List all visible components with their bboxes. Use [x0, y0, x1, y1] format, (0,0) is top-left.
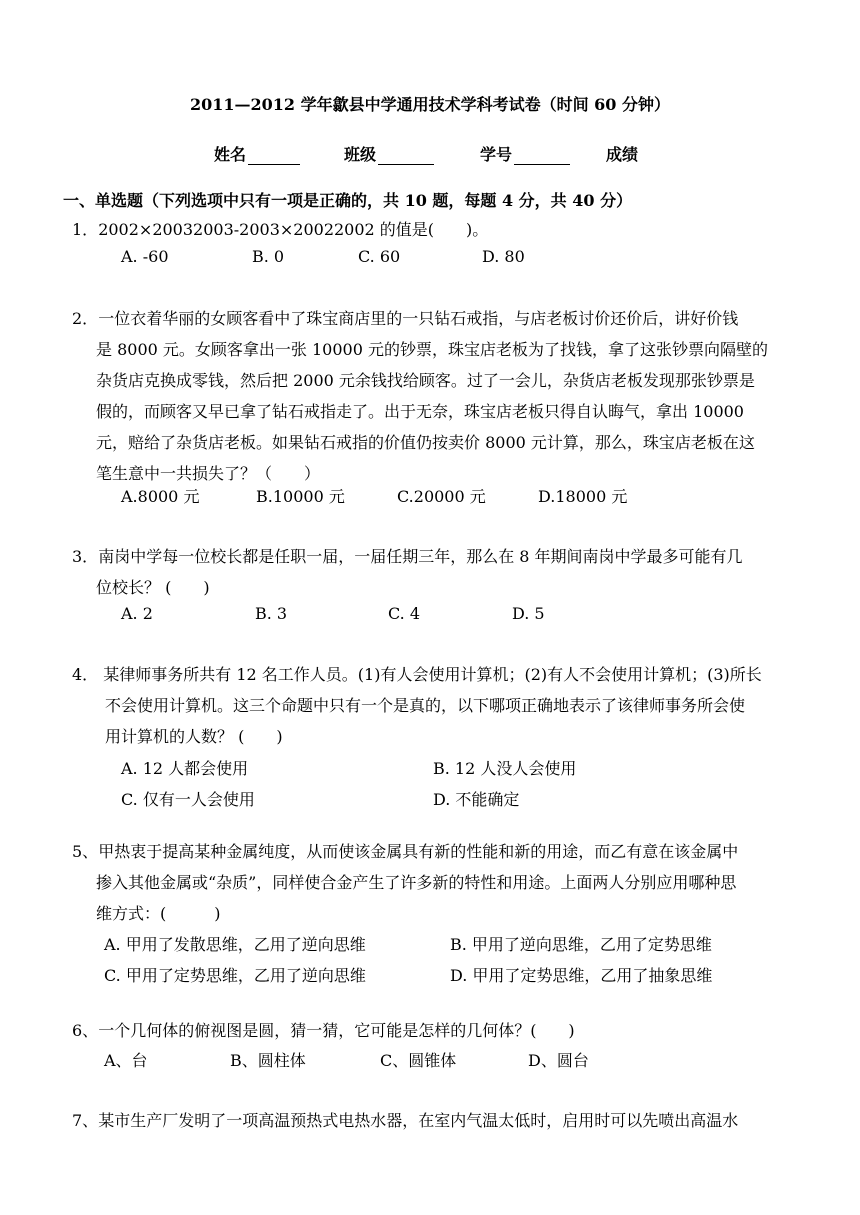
question-line: 2002×20032003-2003×20022002 的值是( )。 [98, 220, 489, 239]
option-c[interactable]: C. 甲用了定势思维，乙用了逆向思维 [104, 966, 366, 985]
option-d[interactable]: D. 80 [482, 247, 525, 266]
question-6 [72, 1015, 796, 1046]
option-c[interactable]: C. 4 [388, 604, 421, 623]
question-5-options [104, 929, 712, 991]
question-line: 4． 某律师事务所共有 12 名工作人员。(1)有人会使用计算机；(2)有人不会使用计算机；(3)所长 [72, 665, 762, 684]
question-5 [72, 836, 796, 929]
question-line: 掺入其他金属或“杂质”，同样使合金产生了许多新的特性和用途。上面两人分别应用哪种思 [96, 873, 737, 892]
question-line: 维方式：( ) [96, 904, 221, 923]
number-blank[interactable] [514, 146, 570, 165]
question-2-options [121, 484, 627, 507]
name-field [214, 142, 300, 165]
question-line: 假的，而顾客又早已拿了钻石戒指走了。出于无奈，珠宝店老板只得自认晦气，拿出 10000 [96, 402, 744, 421]
question-line: 杂货店克换成零钱，然后把 2000 元余钱找给顾客。过了一会儿，杂货店老板发现那张钞票是 [96, 371, 755, 390]
option-d[interactable]: D. 不能确定 [433, 790, 520, 809]
number-field [480, 142, 570, 165]
option-c[interactable]: C. 60 [358, 247, 401, 266]
number-label: 学号 [480, 145, 513, 164]
option-c[interactable]: C. 仅有一人会使用 [121, 790, 255, 809]
class-blank[interactable] [378, 146, 434, 165]
class-label: 班级 [344, 145, 377, 164]
question-number: 1． [72, 220, 99, 239]
option-a[interactable]: A.8000 元 [121, 487, 200, 506]
question-line: 位校长？ ( ) [96, 578, 210, 597]
question-3-options [121, 604, 545, 623]
option-a[interactable]: A. -60 [121, 247, 169, 266]
option-a[interactable]: A. 甲用了发散思维，乙用了逆向思维 [104, 935, 366, 954]
option-b[interactable]: B、圆柱体 [230, 1051, 306, 1070]
question-4 [72, 659, 796, 752]
option-d[interactable]: D.18000 元 [538, 487, 628, 506]
question-line: 笔生意中一共损失了？（ ） [96, 464, 321, 483]
option-b[interactable]: B.10000 元 [256, 487, 345, 506]
option-c[interactable]: C、圆锥体 [380, 1051, 457, 1070]
question-2 [72, 303, 796, 489]
question-number: 6、 [72, 1021, 99, 1040]
question-7 [72, 1105, 796, 1136]
question-line: 用计算机的人数？ ( ) [105, 727, 283, 746]
class-field [344, 142, 434, 165]
name-blank[interactable] [248, 146, 300, 165]
question-line: 是 8000 元。女顾客拿出一张 10000 元的钞票，珠宝店老板为了找钱，拿了这张钞票向隔壁的 [96, 340, 768, 359]
student-info-row [214, 142, 638, 165]
score-field [606, 142, 638, 165]
section-heading: 一、单选题（下列选项中只有一项是正确的，共 10 题，每题 4 分，共 40 分） [63, 191, 633, 210]
option-b[interactable]: B. 甲用了逆向思维，乙用了定势思维 [450, 935, 712, 954]
question-number: 4． [72, 665, 99, 684]
question-4-options [121, 753, 576, 815]
question-stem [72, 214, 796, 245]
question-number: 3． [72, 547, 99, 566]
question-number: 5、 [72, 842, 99, 861]
option-a[interactable]: A. 2 [121, 604, 153, 623]
question-line: 5、甲热衷于提高某种金属纯度，从而使该金属具有新的性能和新的用途，而乙有意在该金属中 [72, 842, 739, 861]
exam-title: 2011—2012 学年歙县中学通用技术学科考试卷（时间 60 分钟） [189, 95, 671, 114]
option-c[interactable]: C.20000 元 [397, 487, 486, 506]
question-1-options [121, 247, 525, 266]
option-b[interactable]: B. 0 [252, 247, 285, 266]
question-1 [72, 214, 796, 245]
option-a[interactable]: A. 12 人都会使用 [121, 759, 249, 778]
option-d[interactable]: D. 5 [512, 604, 545, 623]
question-6-options [104, 1048, 589, 1071]
score-label: 成绩 [606, 145, 639, 164]
question-line: 6、一个几何体的俯视图是圆，猜一猜，它可能是怎样的几何体？( ) [72, 1021, 575, 1040]
option-b[interactable]: B. 3 [255, 604, 288, 623]
option-b[interactable]: B. 12 人没人会使用 [433, 759, 577, 778]
option-d[interactable]: D、圆台 [528, 1051, 589, 1070]
question-number: 2． [72, 309, 99, 328]
question-line: 元，赔给了杂货店老板。如果钻石戒指的价值仍按卖价 8000 元计算，那么，珠宝店老板在这 [96, 433, 755, 452]
name-label: 姓名 [214, 145, 247, 164]
question-line: 不会使用计算机。这三个命题中只有一个是真的，以下哪项正确地表示了该律师事务所会使 [105, 696, 746, 715]
question-line: 3．南岗中学每一位校长都是任职一届，一届任期三年，那么在 8 年期间南岗中学最多可能有几 [72, 547, 743, 566]
question-line: 7、某市生产厂发明了一项高温预热式电热水器，在室内气温太低时，启用时可以先喷出高温水 [72, 1111, 739, 1130]
question-line: 2．一位衣着华丽的女顾客看中了珠宝商店里的一只钻石戒指，与店老板讨价还价后，讲好价钱 [72, 309, 739, 328]
option-d[interactable]: D. 甲用了定势思维，乙用了抽象思维 [450, 966, 713, 985]
question-3 [72, 541, 796, 603]
option-a[interactable]: A、台 [104, 1051, 148, 1070]
question-number: 7、 [72, 1111, 99, 1130]
